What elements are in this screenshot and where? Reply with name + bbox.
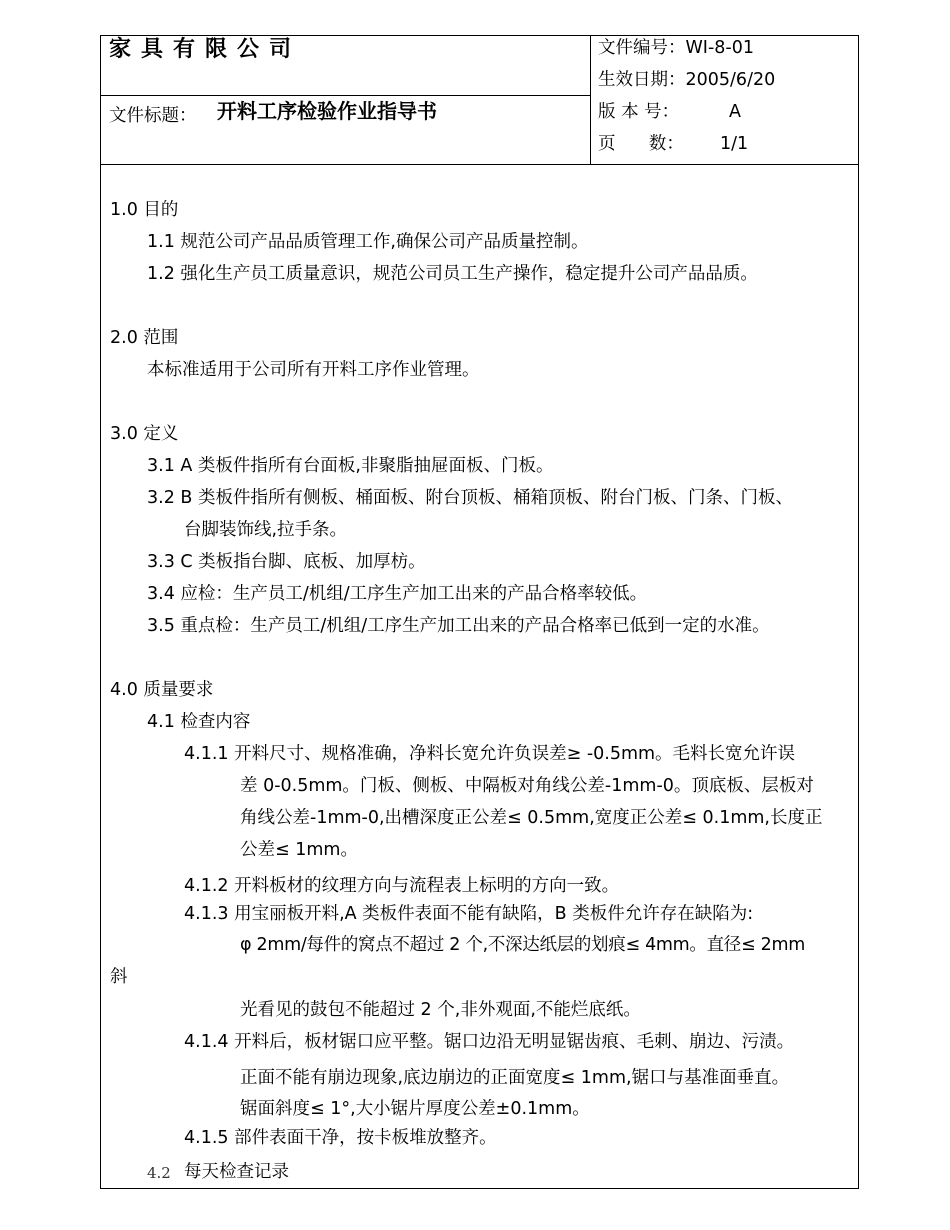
item-4-1-2: 4.1.2 开料板材的纹理方向与流程表上标明的方向一致。 — [184, 876, 620, 896]
item-4-1-1-line-1: 4.1.1 开料尺寸、规格准确，净料长宽允许负误差≥ -0.5mm。毛料长宽允许误 — [184, 744, 796, 764]
header-divider-vertical — [590, 35, 591, 164]
item-1-1: 1.1 规范公司产品品质管理工作,确保公司产品质量控制。 — [147, 232, 589, 252]
section-1-title: 1.0 目的 — [110, 200, 179, 220]
section-2-text: 本标准适用于公司所有开料工序作业管理。 — [147, 360, 480, 380]
item-4-1-1-line-2: 差 0-0.5mm。门板、侧板、中隔板对角线公差-1mm-0。顶底板、层板对 — [240, 776, 814, 796]
company-name: 家具有限公司 — [109, 37, 302, 62]
item-3-5: 3.5 重点检：生产员工/机组/工序生产加工出来的产品合格率已低到一定的水准。 — [147, 616, 770, 636]
title-label: 文件标题： — [109, 106, 197, 126]
version-label: 版 本 号： — [598, 102, 680, 122]
item-4-2-text: 每天检查记录 — [184, 1162, 289, 1182]
effective-date: 生效日期：2005/6/20 — [598, 70, 776, 90]
header-bottom-line — [100, 164, 859, 165]
version-value: A — [729, 102, 741, 122]
pages-label: 页 数： — [598, 134, 684, 154]
section-4-title: 4.0 质量要求 — [110, 680, 214, 700]
item-3-4: 3.4 应检：生产员工/机组/工序生产加工出来的产品合格率较低。 — [147, 584, 648, 604]
item-4-1-5: 4.1.5 部件表面干净，按卡板堆放整齐。 — [184, 1128, 497, 1148]
item-3-2-line-2: 台脚装饰线,拉手条。 — [184, 520, 348, 540]
item-4-1-4-line-3: 锯面斜度≤ 1°,大小锯片厚度公差±0.1mm。 — [240, 1099, 590, 1119]
item-4-1-3-line-3: 斜 — [110, 967, 128, 987]
item-4-2-number: 4.2 — [147, 1164, 171, 1182]
section-3-title: 3.0 定义 — [110, 424, 179, 444]
document-title: 开料工序检验作业指导书 — [217, 99, 437, 123]
item-4-1-4-line-2: 正面不能有崩边现象,底边崩边的正面宽度≤ 1mm,锯口与基准面垂直。 — [240, 1068, 790, 1088]
item-4-1-1-line-4: 公差≤ 1mm。 — [240, 840, 358, 860]
item-4-1-3-line-4: 光看见的鼓包不能超过 2 个,非外观面,不能烂底纸。 — [240, 1000, 641, 1020]
item-3-1: 3.1 A 类板件指所有台面板,非聚脂抽屉面板、门板。 — [147, 456, 554, 476]
item-4-1: 4.1 检查内容 — [147, 712, 251, 732]
item-4-1-4-line-1: 4.1.4 开料后，板材锯口应平整。锯口边沿无明显锯齿痕、毛刺、崩边、污渍。 — [184, 1032, 795, 1052]
doc-number: 文件编号：WI-8-01 — [598, 38, 754, 58]
section-2-title: 2.0 范围 — [110, 328, 179, 348]
pages-value: 1/1 — [720, 134, 749, 154]
item-3-3: 3.3 C 类板指台脚、底板、加厚枋。 — [147, 552, 426, 572]
item-4-1-1-line-3: 角线公差-1mm-0,出槽深度正公差≤ 0.5mm,宽度正公差≤ 0.1mm,长度正 — [240, 808, 823, 828]
item-3-2-line-1: 3.2 B 类板件指所有侧板、桶面板、附台顶板、桶箱顶板、附台门板、门条、门板、 — [147, 488, 793, 508]
item-4-1-3-line-2: φ 2mm/每件的窝点不超过 2 个,不深达纸层的划痕≤ 4mm。直径≤ 2mm — [240, 935, 805, 955]
item-1-2: 1.2 强化生产员工质量意识，规范公司员工生产操作，稳定提升公司产品品质。 — [147, 264, 758, 284]
item-4-1-3-line-1: 4.1.3 用宝丽板开料,A 类板件表面不能有缺陷，B 类板件允许存在缺陷为: — [184, 904, 754, 924]
